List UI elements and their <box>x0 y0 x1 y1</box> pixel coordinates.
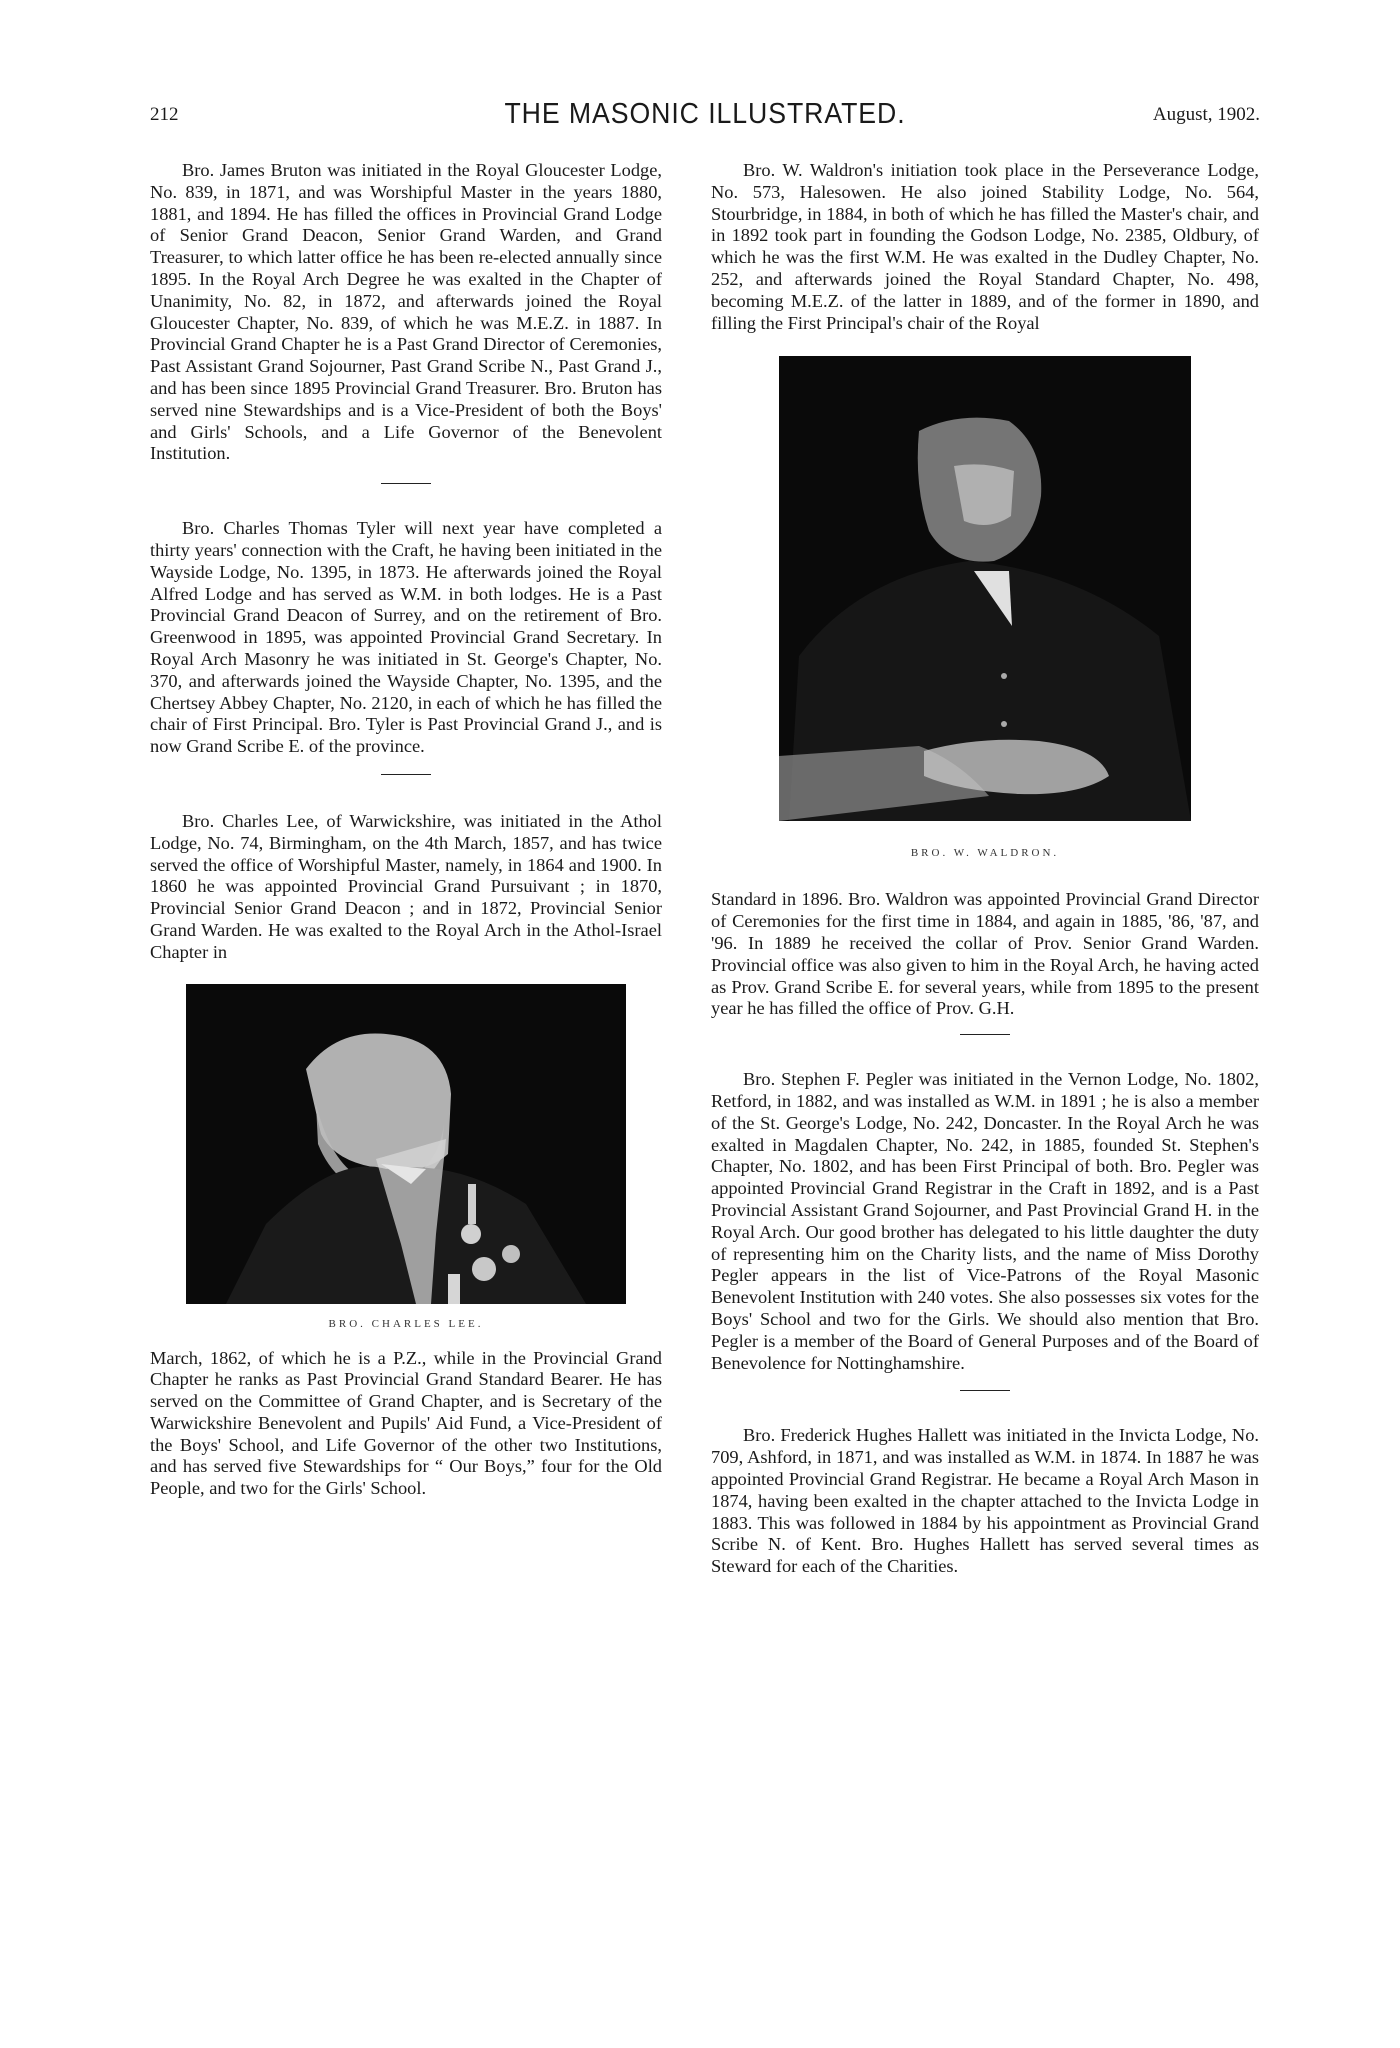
photo-caption-charles-lee: BRO. CHARLES LEE. <box>328 1317 484 1330</box>
article-bruton: Bro. James Bruton was initiated in the Royal Gloucester Lodge, No. 839, in 1871, and was Worshipful Master in the years 1880, 1881, and 1894. He has filled the offices in Provincial Grand Lodge of Senior Grand Deacon, Senior Grand Warden, and Grand Treasurer, to which latter office he has been re-elected annually since 1895. In the Royal Arch Degree he was exalted in the Chapter of Unanimity, No. 82, in 1872, and afterwards joined the Royal Gloucester Chapter, No. 839, of which he was M.E.Z. in 1887. In Provincial Grand Chapter he is a Past Grand Director of Ceremonies, Past Assistant Grand Sojourner, Past Grand Scribe N., Past Grand J., and has been since 1895 Provincial Grand Treasurer. Bro. Bruton has served nine Stewardships and is a Vice-President of both the Boys' and Girls' Schools, and a Life Governor of the Benevolent Institution. <box>150 160 662 464</box>
page-number: 212 <box>150 104 179 125</box>
portrait-w-waldron <box>779 356 1191 821</box>
article-hallett: Bro. Frederick Hughes Hallett was initiated in the Invicta Lodge, No. 709, Ashford, in 1871, and was installed as W.M. in 1874. In 1887 he was appointed Provincial Grand Registrar. He became a Royal Arch Mason in 1874, having been exalted in the chapter attached to the Invicta Lodge in 1883. This was followed in 1884 by his appointment as Provincial Grand Scribe N. of Kent. Bro. Hughes Hallett has served several times as Steward for each of the Charities. <box>711 1425 1259 1577</box>
article-lee-part2: March, 1862, of which he is a P.Z., while in the Provincial Grand Chapter he ranks as Past Provincial Grand Standard Bearer. He has served on the Committee of Grand Chapter, and is Secretary of the Warwickshire Benevolent and Pupils' Aid Fund, a Vice-President of the Boys' School, and Life Governor of the other two Institutions, and has served five Stewardships for “ Our Boys,” four for the Old People, and two for the Girls' School. <box>150 1347 662 1499</box>
left-column <box>150 160 662 1500</box>
page-header <box>150 98 1260 138</box>
article-pegler: Bro. Stephen F. Pegler was initiated in the Vernon Lodge, No. 1802, Retford, in 1882, and was installed as W.M. in 1891 ; he is also a member of the St. George's Lodge, No. 242, Doncaster. In the Royal Arch he was exalted in Magdalen Chapter, No. 242, in 1885, founded St. Stephen's Chapter, No. 1802, and has been First Principal of both. Bro. Pegler was appointed Provincial Grand Registrar in the Craft in 1892, and is a Past Provincial Assistant Grand Sojourner, and Past Provincial Grand H. in the Royal Arch. Our good brother has delegated to his little daughter the duty of representing him on the Charity lists, and the name of Miss Dorothy Pegler appears in the list of Vice-Patrons of the Royal Masonic Benevolent Institution with 240 votes. She also possesses six votes for the Boys' School and two for the Girls. We should also mention that Bro. Pegler is a member of the Board of General Purposes and of the Board of Benevolence for Nottinghamshire. <box>711 1069 1259 1373</box>
article-tyler: Bro. Charles Thomas Tyler will next year have completed a thirty years' connection with the Craft, he having been initiated in the Wayside Lodge, No. 1395, in 1873. He afterwards joined the Royal Alfred Lodge and has served as W.M. in both lodges. He is a Past Provincial Grand Deacon of Surrey, and on the retirement of Bro. Greenwood in 1895, was appointed Provincial Grand Secretary. In Royal Arch Masonry he was initiated in St. George's Chapter, No. 370, and afterwards joined the Wayside Chapter, No. 1395, and the Chertsey Abbey Chapter, No. 2120, in each of which he has filled the chair of First Principal. Bro. Tyler is Past Provincial Grand J., and is now Grand Scribe E. of the province. <box>150 518 662 757</box>
article-waldron-part1: Bro. W. Waldron's initiation took place in the Perseverance Lodge, No. 573, Halesowen. He also joined Stability Lodge, No. 564, Stourbridge, in 1884, in both of which he has filled the Master's chair, and in 1892 took part in founding the Godson Lodge, No. 2385, Oldbury, of which he was the first W.M. He was exalted in the Dudley Chapter, No. 252, and afterwards joined the Royal Standard Chapter, No. 498, becoming M.E.Z. of the latter in 1889, and of the former in 1890, and filling the First Principal's chair of the Royal <box>711 160 1259 333</box>
publication-title: THE MASONIC ILLUSTRATED. <box>504 98 906 130</box>
article-waldron-part2: Standard in 1896. Bro. Waldron was appointed Provincial Grand Director of Ceremonies for the first time in 1884, and again in 1885, '86, '87, and '96. In 1889 he received the collar of Prov. Senior Grand Warden. Provincial office was also given to him in the Royal Arch, he having acted as Prov. Grand Scribe E. for several years, while from 1895 to the present year he has filled the office of Prov. G.H. <box>711 889 1259 1019</box>
portrait-image <box>186 984 626 1304</box>
portrait-image <box>779 356 1191 821</box>
issue-date: August, 1902. <box>1152 104 1260 125</box>
portrait-charles-lee <box>186 984 626 1304</box>
article-lee-part1: Bro. Charles Lee, of Warwickshire, was initiated in the Athol Lodge, No. 74, Birmingham, on the 4th March, 1857, and has twice served the office of Worshipful Master, namely, in 1864 and 1900. In 1860 he was appointed Provincial Grand Pursuivant ; in 1870, Provincial Senior Grand Deacon ; and in 1872, Provincial Senior Grand Warden. He was exalted to the Royal Arch in the Athol-Israel Chapter in <box>150 810 662 962</box>
photo-caption-w-waldron: BRO. W. WALDRON. <box>910 847 1060 860</box>
right-column <box>711 160 1259 1578</box>
